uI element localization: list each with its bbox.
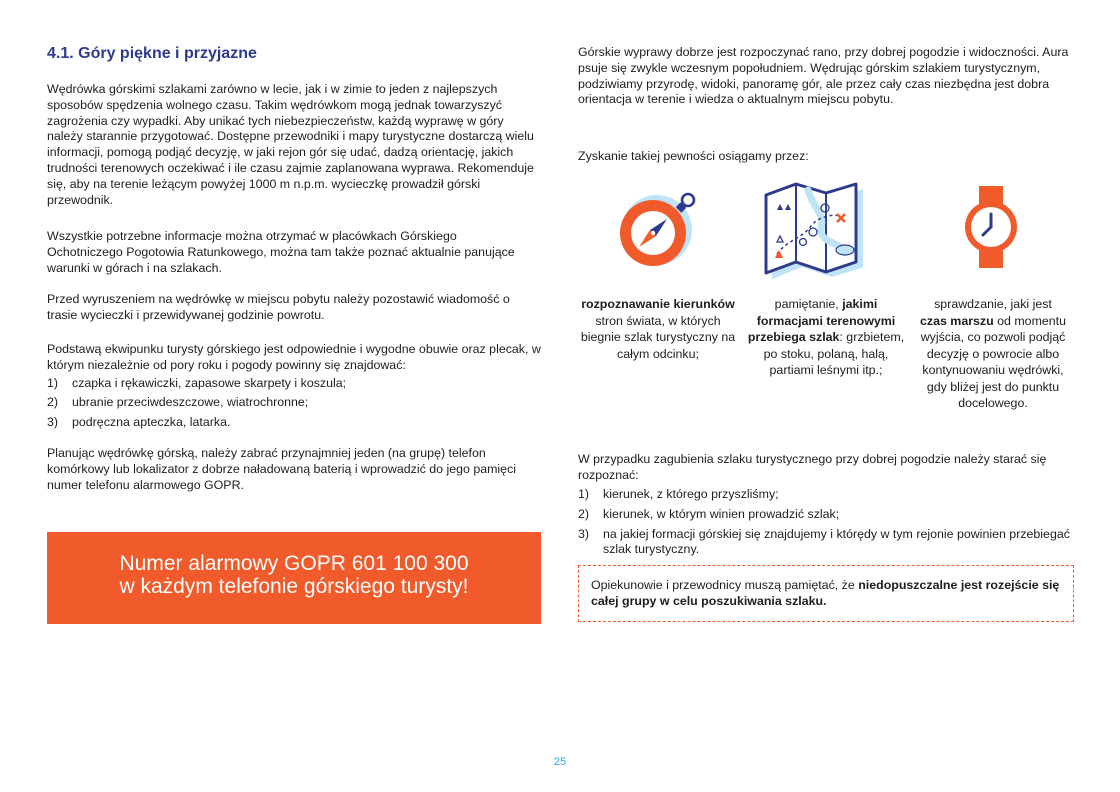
morning-paragraph: Górskie wyprawy dobrze jest rozpoczynać rano, przy dobrej pogodzie i widoczności. Aura psuje się zwykle wczesnym popołudniem. Wędrując górskim szlakiem turystycznym, podziwiamy przyrodę, widoki, panoramę gór, ale przez cały czas niezbędna jest dobra orientacja w terenie i wiedza o aktualnym miejscu pobytu.: [578, 45, 1069, 107]
phone-paragraph: Planując wędrówkę górską, należy zabrać przynajmniej jeden (na grupę) telefon komórkowy lub lokalizator z dobrze naładowaną baterią i wprowadzić do jego pamięci numer telefonu alarmowego GOPR.: [47, 446, 517, 492]
caption-directions: rozpoznawanie kierunków stron świata, w których biegnie szlak turystyczny na całym odcinku;: [580, 297, 736, 361]
caption-terrain: pamiętanie, jakimi formacjami terenowymi przebiega szlak: grzbietem, po stoku, polaną, halą, partiami leśnymi itp.;: [747, 297, 905, 377]
map-icon: [763, 180, 863, 280]
list-item: 2) ubranie przeciwdeszczowe, wiatrochronne;: [47, 395, 309, 410]
emergency-number-banner: [47, 532, 541, 624]
page-number: 25: [553, 756, 567, 768]
lost-trail-list: [578, 487, 1074, 562]
lost-trail-paragraph: W przypadku zagubienia szlaku turystycznego przy dobrej pogodzie należy starać się rozpoznać:: [578, 452, 1047, 482]
watch-icon: [956, 184, 1026, 270]
list-item: 2) kierunek, w którym winien prowadzić szlak;: [578, 506, 840, 521]
compass-icon: [615, 188, 697, 270]
list-item: 3) na jakiej formacji górskiej się znajdujemy i którędy w tym rejonie powinien przebiegać szlak turystyczny.: [578, 526, 1070, 557]
certainty-paragraph: Zyskanie takiej pewności osiągamy przez:: [578, 149, 809, 163]
group-warning-note: Opiekunowie i przewodnicy muszą pamiętać, że niedopuszczalne jest rozejście się całej grupy w celu poszukiwania szlaku.: [578, 565, 1074, 622]
caption-time: sprawdzanie, jaki jest czas marszu od momentu wyjścia, co pozwoli podjąć decyzję o powrocie albo kontynuowaniu wędrówki, gdy bliżej jest do punktu docelowego.: [919, 297, 1067, 410]
equipment-list: [47, 376, 541, 434]
list-item: 1) kierunek, z którego przyszliśmy;: [578, 487, 779, 501]
list-item: 3) podręczna apteczka, latarka.: [47, 414, 231, 429]
before-leaving-paragraph: Przed wyruszeniem na wędrówkę w miejscu pobytu należy pozostawić wiadomość o trasie wycieczki i przewidywanej godzinie powrotu.: [47, 292, 510, 322]
info-paragraph: Wszystkie potrzebne informacje można otrzymać w placówkach Górskiego Ochotniczego Pogotowia Ratunkowego, można tam także poznać aktualnie panujące warunki w górach i na szlakach.: [47, 229, 515, 275]
list-item: 1) czapka i rękawiczki, zapasowe skarpety i koszula;: [47, 376, 347, 390]
equipment-intro-paragraph: Podstawą ekwipunku turysty górskiego jest odpowiednie i wygodne obuwie oraz plecak, w którym niezależnie od pory roku i pogody powinny się znajdować:: [47, 342, 541, 372]
section-heading: 4.1. Góry piękne i przyjazne: [47, 45, 257, 62]
banner-line-2: w każdym telefonie górskiego turysty!: [119, 575, 469, 598]
intro-paragraph: Wędrówka górskimi szlakami zarówno w lecie, jak i w zimie to jeden z najlepszych sposobów spędzenia wolnego czasu. Takim wędrówkom mogą jednak towarzyszyć zagrożenia czy wypadki. Aby unikać tych niebezpieczeństw, każdą wyprawę w góry należy starannie przygotować. Dostępne przewodniki i mapy turystyczne dostarczą wielu informacji, pomogą podjąć decyzję, w jaki rejon gór się udać, dadzą orientację, jakich trudności terenowych oczekiwać i ile czasu zajmie zaplanowana wyprawa. Rekomenduje się, aby na terenie leżącym powyżej 1000 m n.p.m. wycieczkę prowadził górski przewodnik.: [47, 82, 534, 207]
banner-line-1: Numer alarmowy GOPR 601 100 300: [119, 552, 469, 575]
